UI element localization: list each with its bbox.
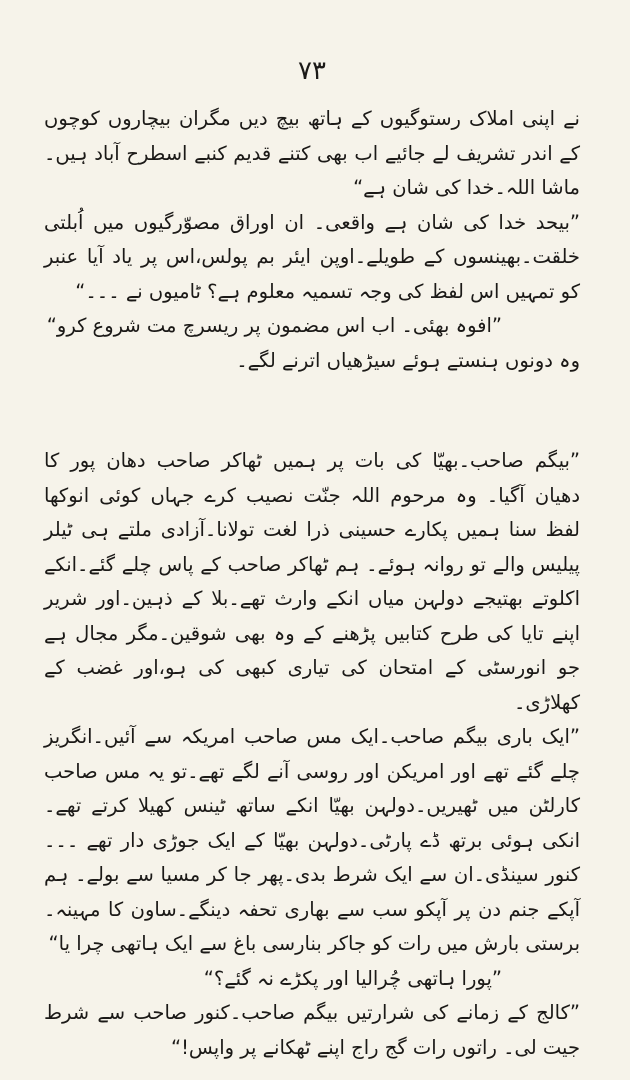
paragraph: نے اپنی املاک رستوگیوں کے ہاتھ بیچ دیں مگران بیچاروں کوچوں کے اندر تشریف لے جائیے اب بھی کتنے قدیم کنبے اسطرح آباد ہیں۔ ماشا اللہ۔خدا کی شان ہے“ (44, 107, 580, 199)
paragraph: ”ایک باری بیگم صاحب۔ایک مس صاحب امریکہ سے آئیں۔انگریز چلے گئے تھے اور امریکن اور روسی آنے لگے تھے۔تو یہ مس صاحب کارلٹن میں ٹھیریں۔دولہن بھیّا انکے ساتھ ٹینس کھیلا کرتے تھے۔انکی ہوئی برتھ ڈے پارٹی۔دولہن بھیّا کے ایک جوڑی دار تھے ۔۔۔ کنور سینڈی۔ان سے ایک شرط بدی۔پھر جا کر مسیا سے بولے۔ ہم آپکے جنم دن پر آپکو سب سے بھاری تحفہ دینگے۔ساون کا مہینہ۔برستی بارش میں رات کو جاکر بنارسی باغ سے ایک ہاتھی چرا یا“ (44, 725, 580, 955)
paragraph: ”بیحد خدا کی شان ہے واقعی۔ ان اوراق مصوّرگیوں میں اُبلتی خلقت۔بھینسوں کے طویلے۔اوپن ایئر بم پولس،اس پر یاد آیا عنبر کو تمہیں اس لفظ کی وجہ تسمیہ معلوم ہے؟ ٹامیوں نے ۔۔۔“ (44, 210, 580, 303)
page-number: ۷۳ (298, 56, 326, 86)
section-gap (44, 378, 580, 444)
paragraph: وہ دونوں ہنستے ہوئے سیڑھیاں اترنے لگے۔ (236, 348, 580, 372)
paragraph: ”افوہ بھئی۔ اب اس مضمون پر ریسرچ مت شروع کرو“ (46, 314, 502, 337)
page-text (44, 102, 580, 1065)
paragraph: ”پورا ہاتھی چُرالیا اور پکڑے نہ گئے؟“ (203, 966, 502, 990)
paragraph: ”بیگم صاحب۔بھیّا کی بات پر ہمیں ٹھاکر صاحب دھان پور کا دھیان آگیا۔ وہ مرحوم اللہ جنّت نصیب کرے جہاں کوئی انوکھا لفظ سنا ہمیں پکارے حسینی ذرا لغت تولانا۔آزادی ملتے ہی ٹیلر پیلیس والے تو روانہ ہوئے۔ ہم ٹھاکر صاحب کے پاس چلے گئے۔انکے اکلوتے بھتیجے دولہن میاں انکے وارث تھے۔بلا کے ذہین۔اور شریر اپنے تایا کی طرح کتابیں پڑھنے کے وہ بھی شوقین۔مگر مجال ہے جو انورسٹی کے امتحان کی تیاری کبھی کی ہو،اور غضب کے کھلاڑی۔ (44, 449, 580, 714)
paragraph: ”کالج کے زمانے کی شرارتیں بیگم صاحب۔کنور صاحب سے شرط جیت لی۔ راتوں رات گج راج اپنے ٹھکانے پر واپس!“ (44, 1001, 580, 1059)
